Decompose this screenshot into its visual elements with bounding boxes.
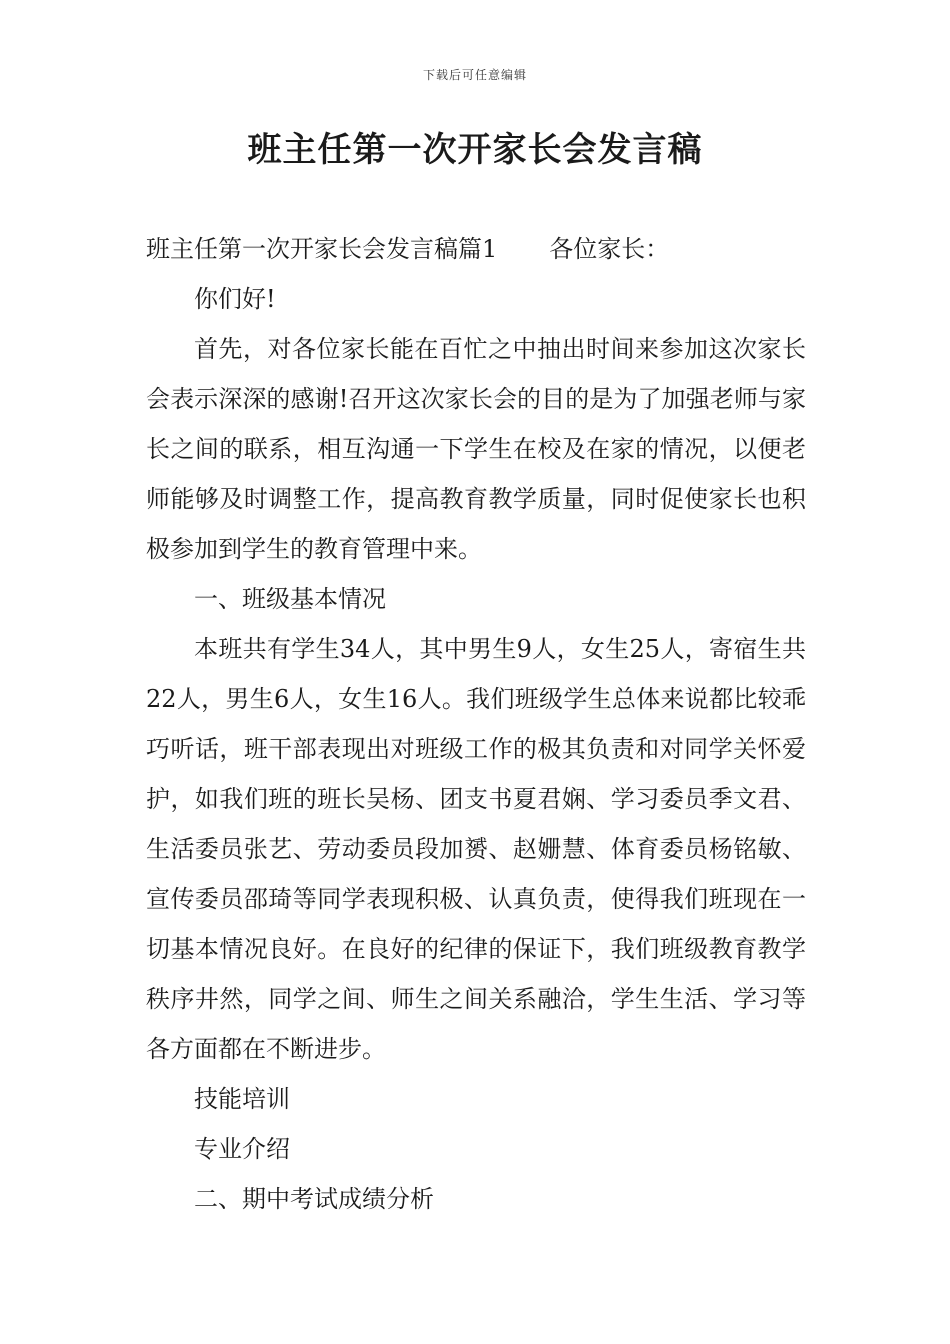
- major-intro-line: 专业介绍: [194, 1135, 290, 1163]
- intro-paragraph: 首先，对各位家长能在百忙之中抽出时间来参加这次家长会表示深深的感谢!召开这次家长会的目的是为了加强老师与家长之间的联系，相互沟通一下学生在校及在家的情况，以便老师能够及时调整工作，提高教育教学质量，同时促使家长也积极参加到学生的教育管理中来。: [146, 335, 806, 563]
- greeting-paragraph: 你们好!: [194, 285, 276, 313]
- salutation: 各位家长：: [549, 235, 670, 263]
- skills-training-line: 技能培训: [194, 1085, 290, 1113]
- heading-class-overview: 一、班级基本情况: [194, 585, 386, 613]
- heading-midterm-analysis: 二、期中考试成绩分析: [194, 1185, 434, 1213]
- opening-line: [146, 224, 806, 274]
- header-note: 下载后可任意编辑: [422, 68, 527, 82]
- document-body: [146, 224, 806, 1224]
- section-title: 班主任第一次开家长会发言稿篇1: [146, 235, 498, 263]
- class-overview-paragraph: 本班共有学生34人，其中男生9人，女生25人，寄宿生共22人，男生6人，女生16人。我们班级学生总体来说都比较乖巧听话，班干部表现出对班级工作的极其负责和对同学关怀爱护，如我们班的班长吴杨、团支书夏君娴、学习委员季文君、生活委员张艺、劳动委员段加赟、赵姗慧、体育委员杨铭敏、宣传委员邵琦等同学表现积极、认真负责，使得我们班现在一切基本情况良好。在良好的纪律的保证下，我们班级教育教学秩序井然，同学之间、师生之间关系融洽，学生生活、学习等各方面都在不断进步。: [146, 635, 806, 1063]
- document-title: 班主任第一次开家长会发言稿: [247, 130, 703, 170]
